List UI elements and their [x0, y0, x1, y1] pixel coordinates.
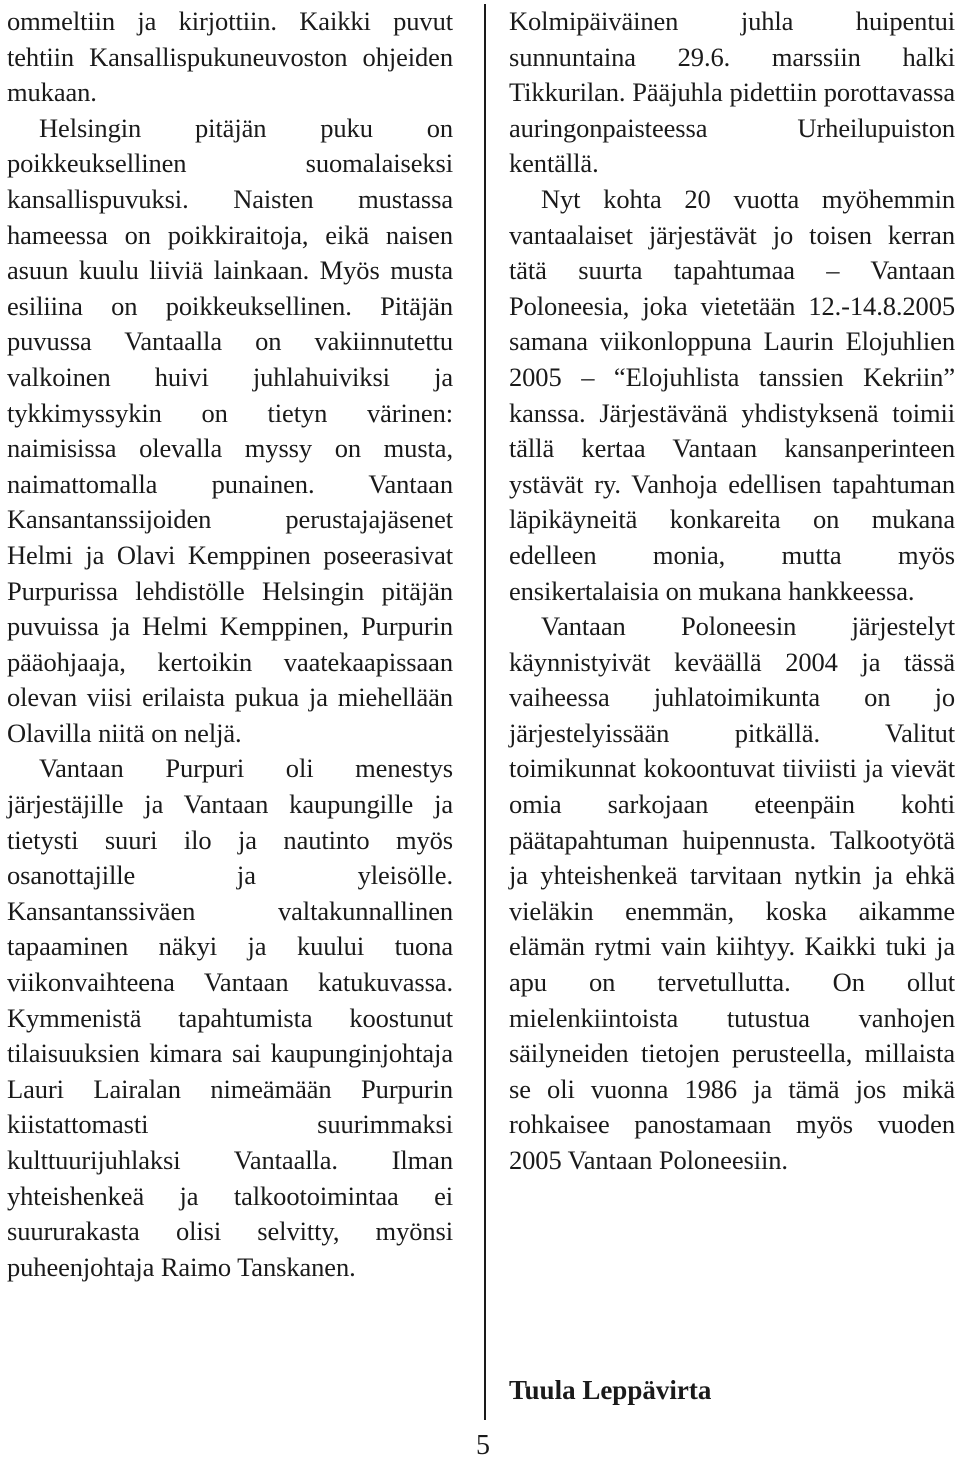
page-number: 5	[476, 1430, 490, 1461]
paragraph: Helsingin pitäjän puku on poikkeuksellinen suomalaiseksi kansallispuvuksi. Naisten mustassa hameessa on poikkiraitoja, eikä naisen asuun kuulu liiviä lainkaan. Myös musta esiliina on poikkeuksellinen. Pitäjän puvussa Vantaalla on vakiinnutettu valkoinen huivi juhlahuiviksi ja tykkimyssykin on tietyn värinen: naimisissa olevalla myssy on musta, naimattomalla punainen. Vantaan Kansantanssijoiden perustajajäsenet Helmi ja Olavi Kemppinen poseerasivat Purpurissa lehdistölle Helsingin pitäjän puvuissa ja Helmi Kemppinen, Purpurin pääohjaaja, kertoikin vaatekaapissaan olevan viisi erilaista pukua ja miehellään Olavilla niitä on neljä.	[7, 112, 453, 748]
right-text-column	[509, 4, 955, 1179]
paragraph: Nyt kohta 20 vuotta myöhemmin vantaalaiset järjestävät jo toisen kerran tätä suurta tapahtumaa – Vantaan Poloneesia, joka vietetään 12.-14.8.2005 samana viikonloppuna Laurin Elojuhlien 2005 – “Elojuhlista tanssien Kekriin” kanssa. Järjestävänä yhdistyksenä toimii tällä kertaa Vantaan kansanperinteen ystävät ry. Vanhoja edellisen tapahtuman läpikäyneitä konkareita on mukana edelleen monia, mutta myös ensikertalaisia on mukana hankkeessa.	[509, 183, 955, 606]
left-text-column	[7, 4, 453, 1285]
column-divider	[484, 4, 486, 1420]
paragraph: Vantaan Purpuri oli menestys järjestäjille ja Vantaan kaupungille ja tietysti suuri ilo ja nautinto myös osanottajille ja yleisölle. Kansantanssiväen valtakunnallinen tapaaminen näkyi ja kuului tuona viikonvaihteena Vantaan katukuvassa. Kymmenistä tapahtumista koostunut tilaisuuksien kimara sai kaupunginjohtaja Lauri Lairalan nimeämään Purpurin kiistattomasti suurimmaksi kulttuurijuhlaksi Vantaalla. Ilman yhteishenkeä ja talkootoimintaa ei suururakasta olisi selvitty, myönsi puheenjohtaja Raimo Tanskanen.	[7, 753, 453, 1282]
paragraph: Kolmipäiväinen juhla huipentui sunnuntaina 29.6. marssiin halki Tikkurilan. Pääjuhla pidettiin porottavassa auringonpaisteessa Urheilupuiston kentällä.	[509, 6, 955, 179]
author-signature: Tuula Leppävirta	[509, 1375, 712, 1405]
paragraph: ommeltiin ja kirjottiin. Kaikki puvut tehtiin Kansallispukuneuvoston ohjeiden mukaan.	[7, 6, 453, 108]
paragraph: Vantaan Poloneesin järjestelyt käynnistyivät keväällä 2004 ja tässä vaiheessa juhlatoimikunta on jo järjestelyissään pitkällä. Valitut toimikunnat kokoontuvat tiiviisti ja vievät omia sarkojaan eteenpäin kohti päätapahtuman huipennusta. Talkootyötä ja yhteishenkeä tarvitaan nytkin ja ehkä vieläkin enemmän, koska aikamme elämän rytmi vain kiihtyy. Kaikki tuki ja apu on tervetullutta. On ollut mielenkiintoista tutustua vanhojen säilyneiden tietojen perusteella, millaista se oli vuonna 1986 ja tämä jos mikä rohkaisee panostamaan myös vuoden 2005 Vantaan Poloneesiin.	[509, 611, 955, 1175]
